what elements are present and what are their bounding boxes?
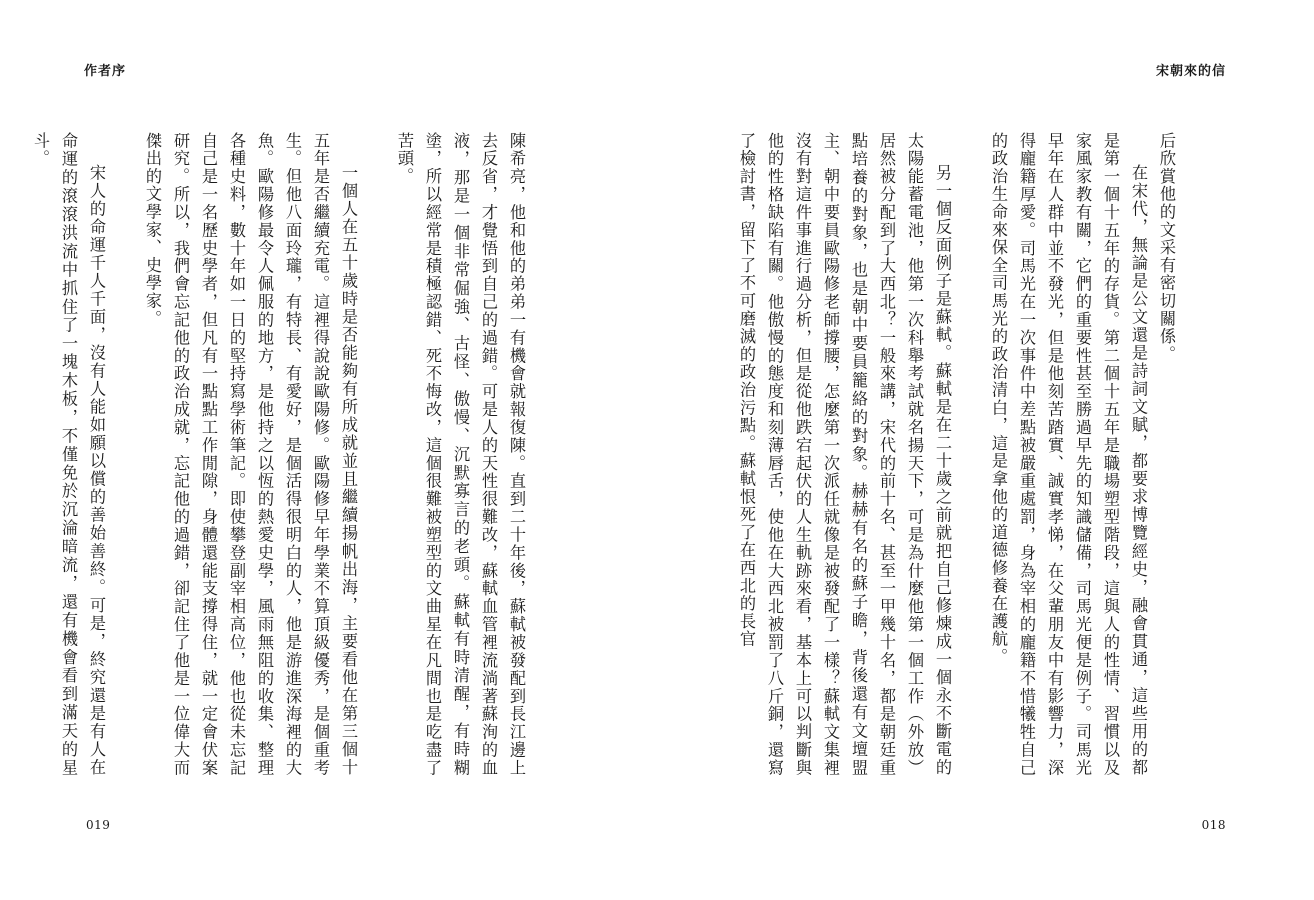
paragraph: 陳希亮，他和他的弟弟一有機會就報復陳。直到二十年後，蘇軾被發配到長江邊上去反省，才覺悟到自己的過錯。可是人的天性很難改，蘇軾血管裡流淌著蘇洵的血液，那是一個非常倔強、古怪、傲慢、沉默寡言的老頭。蘇軾有時清醒，有時糊塗，所以經常是積極認錯、死不悔改，這個很難被塑型的文曲星在凡間也是吃盡了苦頭。 <box>395 132 526 777</box>
paragraph: 一個人在五十歲時是否能夠有所成就並且繼續揚帆出海，主要看他在第三個十五年是否繼續充電。這裡得說說歐陽修。歐陽修早年學業不算頂級優秀，是個重考生。但他八面玲瓏，有特長、有愛好，是個活得很明白的人，他是游進深海裡的大魚。歐陽修最令人佩服的地方，是他持之以恆的熱愛史學，風雨無阻的收集、整理各種史料，數十年如一日的堅持寫學術筆記。即使攀登副宰相高位，他也從未忘記自己是一名歷史學者，但凡有一點點工作閒隙，身體還能支撐得住，就一定會伏案研究。所以，我們會忘記他的政治成就，忘記他的過錯，卻記住了他是一位偉大而傑出的文學家、史學家。 <box>143 132 358 777</box>
paragraph: 后欣賞他的文采有密切關係。 <box>1157 132 1176 364</box>
left-page-text <box>31 132 530 777</box>
paragraph: 宋人的命運千人千面，沒有人能如願以償的善始善終。可是，終究還是有人在命運的滾滾洪流中抓住了一塊木板，不僅免於沉淪暗流，還有機會看到滿天的星斗。 <box>31 132 106 777</box>
paragraph: 在宋代，無論是公文還是詩詞文賦，都要求博覽經史，融會貫通，這些用的都是第一個十五年的存貨。第二個十五年是職場塑型階段，這與人的性情、習慣以及家風家教有關，它們的重要性甚至勝過早先的知識儲備，司馬光便是例子。司馬光早年在人群中並不發光，但是他刻苦踏實、誠實孝悌，在父輩朋友中有影響力，深得龐籍厚愛。司馬光在一次事件中差點被嚴重處罰，身為宰相的龐籍不惜犧牲自己的政治生命來保全司馬光的政治清白，這是拿他的道德修養在護航。 <box>989 132 1148 777</box>
right-page-text <box>737 132 1180 777</box>
page-number-right: 018 <box>1201 818 1226 832</box>
page-number-left: 019 <box>86 818 111 832</box>
paragraph: 另一個反面例子是蘇軾。蘇軾是在二十歲之前就把自己修煉成一個永不斷電的太陽能蓄電池，他第一次科舉考試就名揚天下，可是為什麼他第一個工作（外放）居然被分配到了大西北？一般來講，宋代的前十名、甚至一甲幾十名，都是朝廷重點培養的對象，也是朝中要員籠絡的對象。赫赫有名的蘇子瞻，背後還有文壇盟主、朝中要員歐陽修老師撐腰，怎麼第一次派任就像是被發配了一樣？蘇軾文集裡沒有對這件事進行過分析，但是從他跌宕起伏的人生軌跡來看，基本上可以判斷與他的性格缺陷有關。他傲慢的態度和刻薄唇舌，使他在大西北被罰了八斤銅，還寫了檢討書，留下了不可磨滅的政治污點。蘇軾恨死了在西北的長官 <box>737 132 952 777</box>
running-head-right: 宋朝來的信 <box>1155 64 1226 79</box>
running-head-left: 作者序 <box>84 64 127 79</box>
